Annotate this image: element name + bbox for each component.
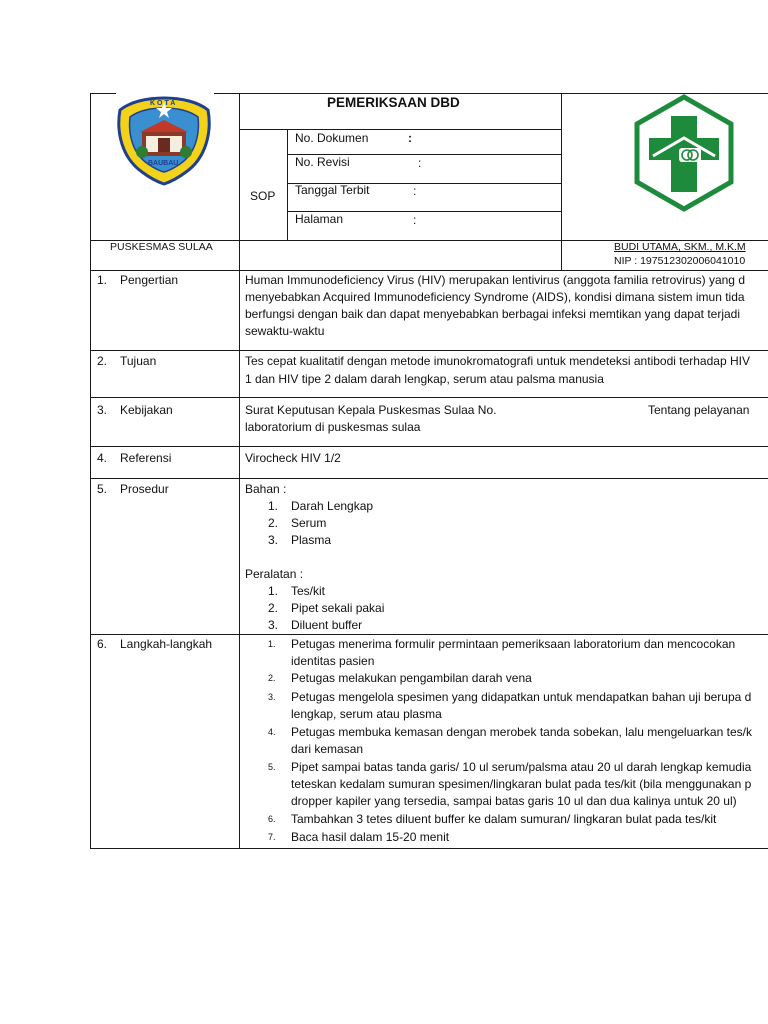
doc-field-label-halaman: Halaman <box>295 212 344 226</box>
bahan-item: Serum <box>291 516 327 530</box>
section-number-prosedur: 5. <box>97 482 108 496</box>
table-border-left <box>90 93 91 849</box>
doc-field-sep-dokumen: : <box>408 131 412 145</box>
page-title: PEMERIKSAAN DBD <box>327 95 460 110</box>
institution-name: PUSKESMAS SULAA <box>110 241 213 253</box>
section-number-kebijakan: 3. <box>97 403 108 417</box>
step-line: lengkap, serum atau plasma <box>291 707 442 721</box>
step-number: 6. <box>268 814 276 824</box>
section-label-langkah: Langkah-langkah <box>120 637 213 651</box>
pengertian-line: sewaktu-waktu <box>245 324 325 338</box>
step-line: Petugas mengelola spesimen yang didapatkan untuk mendapatkan bahan uji berupa d <box>291 690 752 704</box>
bahan-item-number: 3. <box>268 533 279 547</box>
sop-label: SOP <box>250 189 276 203</box>
table-border-bottom <box>90 848 768 849</box>
row-line-4 <box>90 446 768 447</box>
table-divider-main <box>239 93 240 849</box>
kebijakan-line-2: laboratorium di puskesmas sulaa <box>245 420 421 434</box>
pengertian-line: menyebabkan Acquired Immunodeficiency Syndrome (AIDS), kondisi dimana sistem imun tida <box>245 290 745 304</box>
doc-field-sep-halaman: : <box>413 213 417 227</box>
section-label-referensi: Referensi <box>120 451 172 465</box>
tujuan-line: 1 dan HIV tipe 2 dalam darah lengkap, serum atau palsma manusia <box>245 372 604 386</box>
signatory-name: BUDI UTAMA, SKM., M.K.M <box>614 241 746 253</box>
peralatan-item: Pipet sekali pakai <box>291 601 385 615</box>
step-line: Petugas membuka kemasan dengan merobek tanda sobekan, lalu mengeluarkan tes/k <box>291 725 752 739</box>
section-label-pengertian: Pengertian <box>120 273 179 287</box>
peralatan-item: Tes/kit <box>291 584 326 598</box>
doc-field-label-dokumen: No. Dokumen <box>295 131 369 145</box>
step-line: Baca hasil dalam 15-20 menit <box>291 830 450 844</box>
doc-field-sep-revisi: : <box>418 156 422 170</box>
step-line: Pipet sampai batas tanda garis/ 10 ul serum/palsma atau 20 ul darah lengkap kemudia <box>291 760 752 774</box>
row-line-1 <box>90 270 768 271</box>
puskesmas-logo <box>633 94 735 212</box>
section-label-kebijakan: Kebijakan <box>120 403 173 417</box>
section-number-referensi: 4. <box>97 451 108 465</box>
signatory-nip: NIP : 197512302006041010 <box>614 255 746 267</box>
bahan-label: Bahan : <box>245 482 287 496</box>
city-logo-top-text: KOTA <box>150 100 178 107</box>
header-divider-right <box>561 93 562 270</box>
header-line-title <box>239 129 561 130</box>
section-label-tujuan: Tujuan <box>120 354 157 368</box>
step-number: 3. <box>268 692 276 702</box>
step-number: 4. <box>268 727 276 737</box>
bahan-item-number: 1. <box>268 499 279 513</box>
section-number-langkah: 6. <box>97 637 108 651</box>
city-emblem-logo <box>112 92 216 187</box>
city-logo-bottom-text: BAUBAU <box>148 160 179 167</box>
section-number-tujuan: 2. <box>97 354 108 368</box>
bahan-item-number: 2. <box>268 516 279 530</box>
header-divider-sop <box>287 129 288 240</box>
doc-field-label-revisi: No. Revisi <box>295 155 350 169</box>
referensi-text: Virocheck HIV 1/2 <box>245 451 341 465</box>
step-number: 1. <box>268 639 276 649</box>
step-line: teteskan kedalam sumuran spesimen/lingkaran bulat pada tes/kit (bila menggunakan p <box>291 777 752 791</box>
row-line-5 <box>90 478 768 479</box>
doc-field-sep-tanggal: : <box>413 184 417 198</box>
tujuan-line: Tes cepat kualitatif dengan metode imunokromatografi untuk mendeteksi antibodi terhadap HIV <box>245 354 750 368</box>
peralatan-item-number: 2. <box>268 601 279 615</box>
step-number: 2. <box>268 673 276 683</box>
row-line-2 <box>90 350 768 351</box>
section-number-pengertian: 1. <box>97 273 108 287</box>
row-line-3 <box>90 397 768 398</box>
pengertian-line: berfungsi dengan baik dan dapat menyebabkan berbagai infeksi memtikan yang dapat terjadi <box>245 307 740 321</box>
bahan-item: Plasma <box>291 533 332 547</box>
peralatan-item: Diluent buffer <box>291 618 363 632</box>
step-line: Tambahkan 3 tetes diluent buffer ke dalam sumuran/ lingkaran bulat pada tes/kit <box>291 812 717 826</box>
step-line: identitas pasien <box>291 654 375 668</box>
step-number: 5. <box>268 762 276 772</box>
step-line: Petugas melakukan pengambilan darah vena <box>291 671 532 685</box>
kebijakan-line-right: Tentang pelayanan <box>648 403 750 417</box>
peralatan-item-number: 1. <box>268 584 279 598</box>
step-number: 7. <box>268 832 276 842</box>
pengertian-line: Human Immunodeficiency Virus (HIV) merupakan lentivirus (anggota familia retrovirus) yang d <box>245 273 745 287</box>
section-label-prosedur: Prosedur <box>120 482 169 496</box>
doc-field-label-tanggal: Tanggal Terbit <box>295 183 370 197</box>
peralatan-label: Peralatan : <box>245 567 304 581</box>
bahan-item: Darah Lengkap <box>291 499 374 513</box>
kebijakan-line-left: Surat Keputusan Kepala Puskesmas Sulaa No. <box>245 403 497 417</box>
step-line: dropper kapiler yang tersedia, sampai batas garis 10 ul dan dua kalinya untuk 20 ul) <box>291 794 737 808</box>
peralatan-item-number: 3. <box>268 618 279 632</box>
step-line: Petugas menerima formulir permintaan pemeriksaan laboratorium dan mencocokan <box>291 637 736 651</box>
row-line-6 <box>90 634 768 635</box>
step-line: dari kemasan <box>291 742 364 756</box>
